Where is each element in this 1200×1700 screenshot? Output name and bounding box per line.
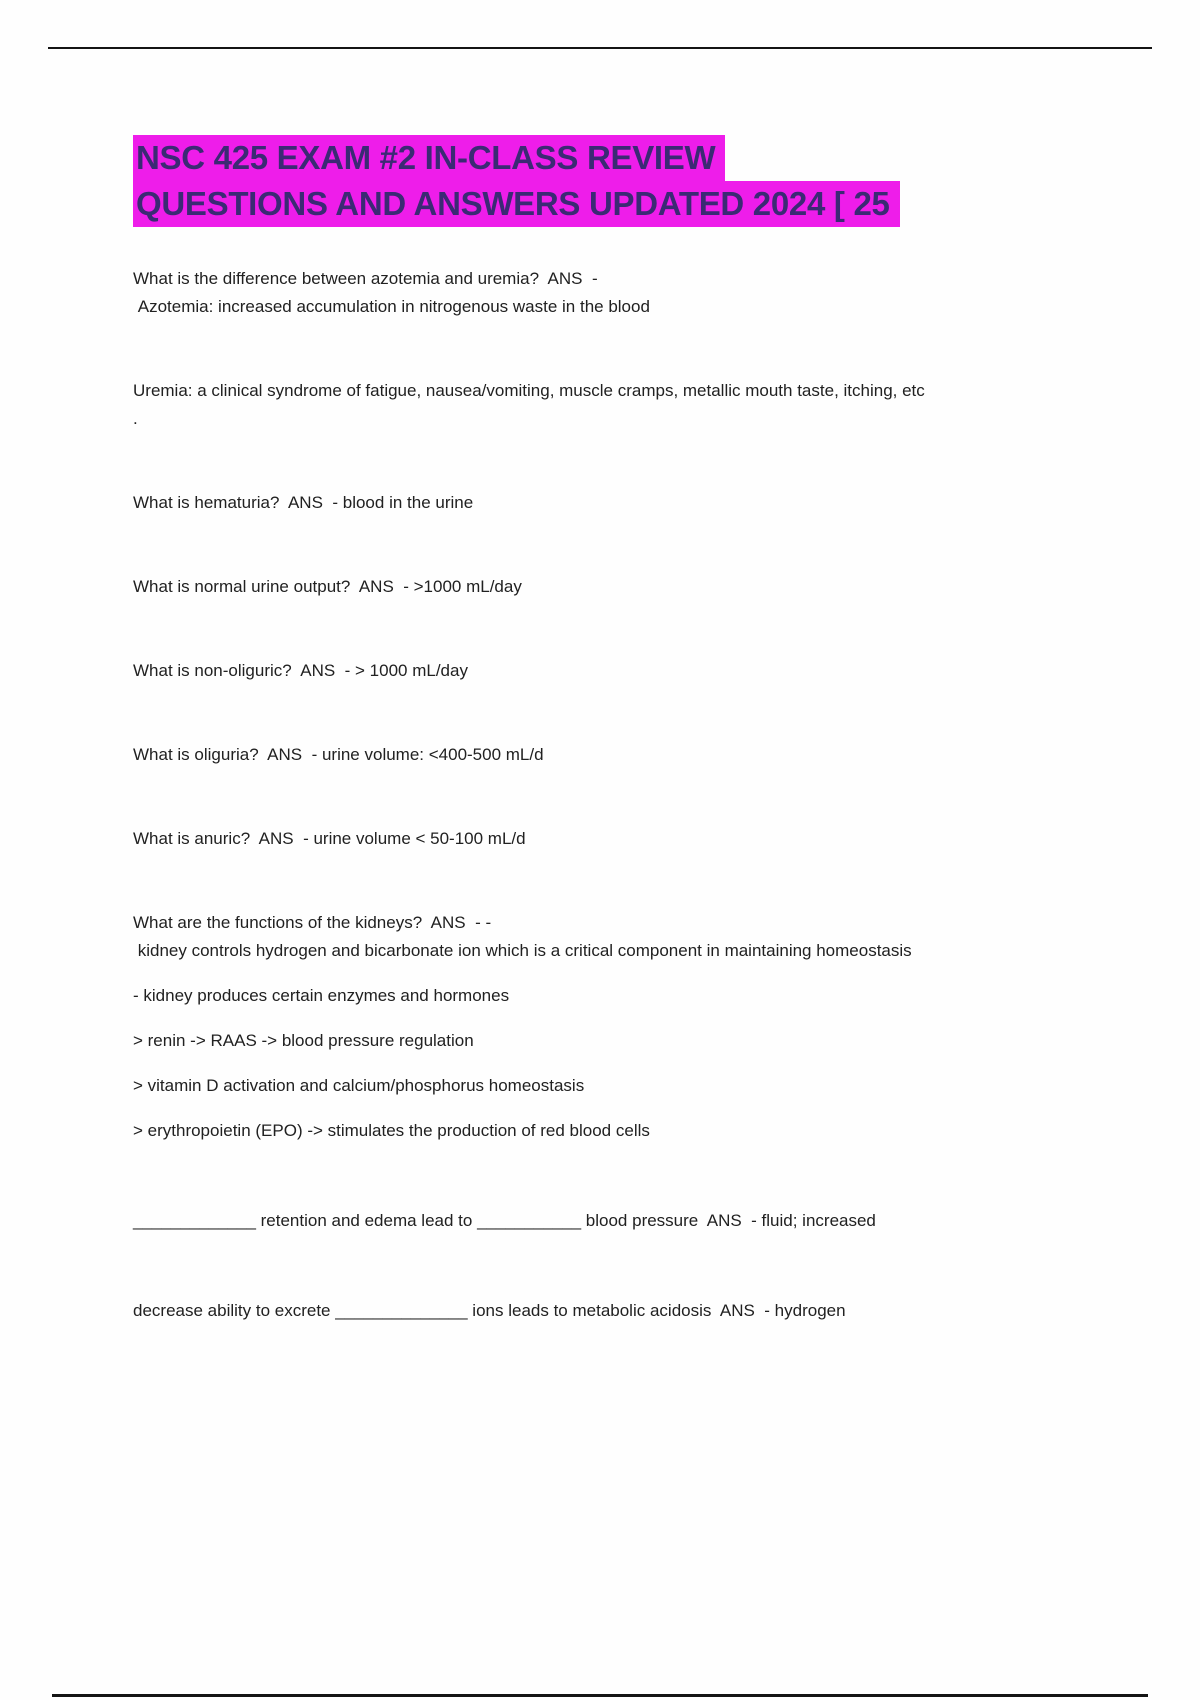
question-line: _____________ retention and edema lead to ___________ blood pressure ANS - fluid; increased xyxy=(133,1211,876,1230)
answer-line: Uremia: a clinical syndrome of fatigue, nausea/vomiting, muscle cramps, metallic mouth taste, itching, etc xyxy=(133,381,925,400)
question-line: What is anuric? ANS - urine volume < 50-100 mL/d xyxy=(133,829,526,848)
page-title-line-1: NSC 425 EXAM #2 IN-CLASS REVIEW xyxy=(133,135,725,181)
answer-line: Azotemia: increased accumulation in nitrogenous waste in the blood xyxy=(133,297,650,316)
answer-line: kidney controls hydrogen and bicarbonate ion which is a critical component in maintaining homeostasis xyxy=(133,941,912,960)
answer-line: . xyxy=(133,409,138,428)
page-title xyxy=(0,0,1200,227)
qa-block-kidney-functions xyxy=(133,909,1130,965)
question-line: What is non-oliguric? ANS - > 1000 mL/day xyxy=(133,661,468,680)
qa-block-anuric xyxy=(133,825,1130,853)
answer-item-renin xyxy=(133,1027,1130,1055)
answer-line: - kidney produces certain enzymes and hormones xyxy=(133,986,510,1005)
answer-block-uremia xyxy=(133,377,1130,433)
qa-block-hematuria xyxy=(133,489,1130,517)
qa-block-normal-urine-output xyxy=(133,573,1130,601)
question-line: What is oliguria? ANS - urine volume: <400-500 mL/d xyxy=(133,745,544,764)
document-content xyxy=(0,227,1200,1325)
answer-item-vitamin-d xyxy=(133,1072,1130,1100)
answer-item-erythropoietin xyxy=(133,1117,1130,1145)
qa-block-metabolic-acidosis xyxy=(133,1297,1130,1325)
top-border-line xyxy=(48,47,1152,49)
question-line: What is the difference between azotemia and uremia? ANS - xyxy=(133,269,598,288)
question-line: What is hematuria? ANS - blood in the urine xyxy=(133,493,474,512)
question-line: What is normal urine output? ANS - >1000 mL/day xyxy=(133,577,522,596)
answer-line: > renin -> RAAS -> blood pressure regulation xyxy=(133,1031,474,1050)
question-line: decrease ability to excrete ______________ ions leads to metabolic acidosis ANS - hydrogen xyxy=(133,1301,846,1320)
question-line: What are the functions of the kidneys? ANS - - xyxy=(133,913,492,932)
qa-block-azotemia-uremia xyxy=(133,265,1130,321)
answer-item-enzymes-hormones xyxy=(133,982,1130,1010)
answer-line: > vitamin D activation and calcium/phosphorus homeostasis xyxy=(133,1076,585,1095)
page-title-line-2: QUESTIONS AND ANSWERS UPDATED 2024 [ 25 xyxy=(133,181,900,227)
qa-block-fluid-retention xyxy=(133,1207,1130,1235)
answer-line: > erythropoietin (EPO) -> stimulates the production of red blood cells xyxy=(133,1121,650,1140)
qa-block-non-oliguric xyxy=(133,657,1130,685)
bottom-border-line xyxy=(52,1694,1148,1697)
qa-block-oliguria xyxy=(133,741,1130,769)
